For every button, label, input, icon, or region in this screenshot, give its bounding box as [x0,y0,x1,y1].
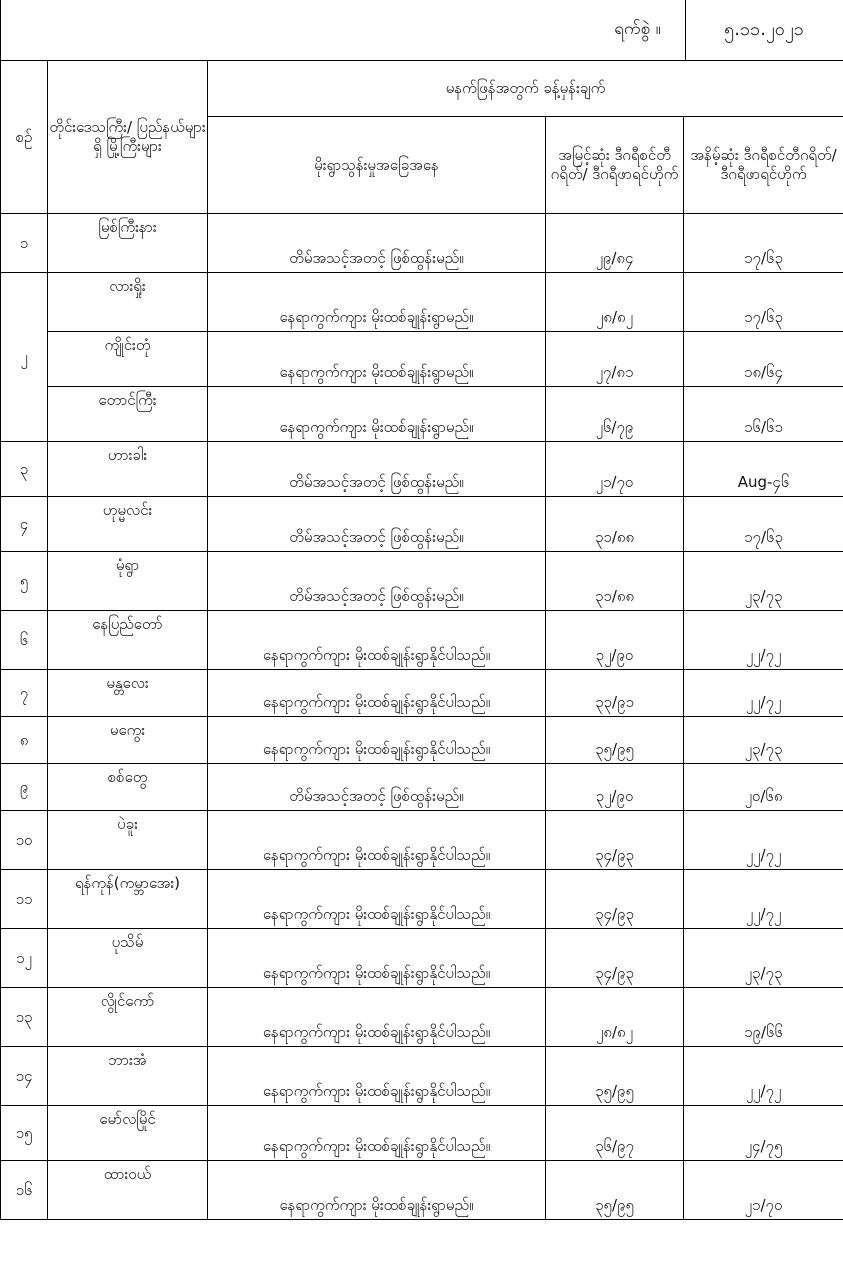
header-row-1 [1,61,843,117]
table-row [1,764,843,811]
forecast-table [0,60,843,1220]
rain-condition: တိမ်အသင့်အတင့် ဖြစ်ထွန်းမည်။ [208,764,546,811]
date-value: ၅.၁၁.၂၀၂၁ [724,18,804,40]
max-temp: ၂၉/၈၄ [546,214,684,273]
table-row [1,214,843,273]
city-name: လားရှိုး [48,273,208,332]
min-temp: ၂၃/၇၃ [684,552,843,611]
min-temp: Aug-၄၆ [684,442,843,497]
table-row [1,1106,843,1161]
rain-condition: နေရာကွက်ကျား မိုးထစ်ချုန်းရွာနိုင်ပါသည်။ [208,670,546,717]
min-temp: ၁၇/၆၃ [684,214,843,273]
min-temp: ၁၇/၆၃ [684,497,843,552]
row-number: ၅ [1,552,48,611]
max-temp: ၃၆/၉၇ [546,1106,684,1161]
city-name: စစ်တွေ [48,764,208,811]
table-row [1,552,843,611]
row-number: ၁၂ [1,929,48,988]
max-temp: ၃၂/၉၀ [546,764,684,811]
city-name: မကွေး [48,717,208,764]
header-no: စဉ် [1,61,48,214]
table-row [1,1161,843,1220]
row-number: ၈ [1,717,48,764]
max-temp: ၃၅/၉၅ [546,717,684,764]
min-temp: ၁၇/၆၃ [684,273,843,332]
city-name: မြစ်ကြီးနား [48,214,208,273]
min-temp: ၂၃/၇၃ [684,929,843,988]
table-row [1,1047,843,1106]
city-name: ကျိုင်းတုံ [48,332,208,387]
table-row [1,870,843,929]
max-temp: ၃၂/၉၀ [546,611,684,670]
row-number: ၁၄ [1,1047,48,1106]
min-temp: ၂၂/၇၂ [684,1047,843,1106]
row-number: ၁၀ [1,811,48,870]
min-temp: ၂၀/၆၈ [684,764,843,811]
row-number: ၉ [1,764,48,811]
city-name: တောင်ကြီး [48,387,208,442]
min-temp: ၁၆/၆၁ [684,387,843,442]
table-row [1,988,843,1047]
city-name: ရန်ကုန်(ကမ္ဘာအေး) [48,870,208,929]
rain-condition: နေရာကွက်ကျား မိုးထစ်ချုန်းရွာမည်။ [208,387,546,442]
min-temp: ၂၂/၇၂ [684,870,843,929]
row-number: ၆ [1,611,48,670]
rain-condition: နေရာကွက်ကျား မိုးထစ်ချုန်းရွာနိုင်ပါသည်။ [208,988,546,1047]
min-temp: ၂၁/၇၀ [684,1161,843,1220]
row-number: ၄ [1,497,48,552]
city-name: ဟားခါး [48,442,208,497]
city-name: ဟုမ္မလင်း [48,497,208,552]
rain-condition: နေရာကွက်ကျား မိုးထစ်ချုန်းရွာနိုင်ပါသည်။ [208,1106,546,1161]
table-row [1,811,843,870]
city-name: နေပြည်တော် [48,611,208,670]
min-temp: ၁၈/၆၄ [684,332,843,387]
max-temp: ၂၈/၈၂ [546,988,684,1047]
rain-condition: နေရာကွက်ကျား မိုးထစ်ချုန်းရွာနိုင်ပါသည်။ [208,717,546,764]
min-temp: ၁၉/၆၆ [684,988,843,1047]
max-temp: ၃၁/၈၈ [546,552,684,611]
table-row [1,273,843,332]
city-name: ပုသိမ် [48,929,208,988]
rain-condition: နေရာကွက်ကျား မိုးထစ်ချုန်းရွာနိုင်ပါသည်။ [208,611,546,670]
row-number: ၃ [1,442,48,497]
city-name: ပဲခူး [48,811,208,870]
row-number: ၁ [1,214,48,273]
min-temp: ၂၂/၇၂ [684,811,843,870]
table-row [1,442,843,497]
min-temp: ၂၃/၇၃ [684,717,843,764]
max-temp: ၂၆/၇၉ [546,387,684,442]
header-city: တိုင်းဒေသကြီး/ ပြည်နယ်များရှိ မြို့ကြီးများ [48,61,208,214]
row-number: ၇ [1,670,48,717]
rain-condition: နေရာကွက်ကျား မိုးထစ်ချုန်းရွာမည်။ [208,273,546,332]
row-number: ၁၁ [1,870,48,929]
rain-condition: တိမ်အသင့်အတင့် ဖြစ်ထွန်းမည်။ [208,497,546,552]
rain-condition: နေရာကွက်ကျား မိုးထစ်ချုန်းရွာနိုင်ပါသည်။ [208,929,546,988]
rain-condition: နေရာကွက်ကျား မိုးထစ်ချုန်းရွာနိုင်ပါသည်။ [208,811,546,870]
max-temp: ၂၇/၈၁ [546,332,684,387]
table-row [1,387,843,442]
max-temp: ၃၄/၉၃ [546,811,684,870]
row-number: ၁၃ [1,988,48,1047]
city-name: မုံရွာ [48,552,208,611]
date-bar [0,0,843,60]
rain-condition: တိမ်အသင့်အတင့် ဖြစ်ထွန်းမည်။ [208,214,546,273]
min-temp: ၂၄/၇၅ [684,1106,843,1161]
header-max-temp: အမြင့်ဆုံး ဒီဂရီစင်တီဂရိတ်/ ဒီဂရီဖာရင်ဟိုက် [546,117,684,214]
header-forecast-group: မနက်ဖြန်အတွက် ခန့်မှန်းချက် [208,61,843,117]
city-name: ထားဝယ် [48,1161,208,1220]
row-number: ၂ [1,273,48,442]
max-temp: ၃၅/၉၅ [546,1161,684,1220]
table-row [1,929,843,988]
max-temp: ၂၁/၇၀ [546,442,684,497]
max-temp: ၃၄/၉၃ [546,929,684,988]
min-temp: ၂၂/၇၂ [684,670,843,717]
date-label: ရက်စွဲ ။ [590,0,686,60]
city-name: မော်လမြိုင် [48,1106,208,1161]
max-temp: ၃၃/၉၁ [546,670,684,717]
rain-condition: နေရာကွက်ကျား မိုးထစ်ချုန်းရွာနိုင်ပါသည်။ [208,1047,546,1106]
frame-left-edge [0,0,1,60]
rain-condition: နေရာကွက်ကျား မိုးထစ်ချုန်းရွာမည်။ [208,332,546,387]
table-row [1,670,843,717]
table-row [1,717,843,764]
row-number: ၁၅ [1,1106,48,1161]
table-row [1,332,843,387]
rain-condition: တိမ်အသင့်အတင့် ဖြစ်ထွန်းမည်။ [208,442,546,497]
city-name: မန္တလေး [48,670,208,717]
max-temp: ၃၄/၉၃ [546,870,684,929]
city-name: ဘားအံ [48,1047,208,1106]
max-temp: ၂၈/၈၂ [546,273,684,332]
header-condition: မိုးရွာသွန်းမှုအခြေအနေ [208,117,546,214]
min-temp: ၂၂/၇၂ [684,611,843,670]
max-temp: ၃၁/၈၈ [546,497,684,552]
rain-condition: နေရာကွက်ကျား မိုးထစ်ချုန်းရွာမည်။ [208,1161,546,1220]
rain-condition: တိမ်အသင့်အတင့် ဖြစ်ထွန်းမည်။ [208,552,546,611]
table-row [1,611,843,670]
city-name: လွိုင်ကော် [48,988,208,1047]
rain-condition: နေရာကွက်ကျား မိုးထစ်ချုန်းရွာနိုင်ပါသည်။ [208,870,546,929]
max-temp: ၃၅/၉၅ [546,1047,684,1106]
header-min-temp: အနိမ့်ဆုံး ဒီဂရီစင်တီဂရိတ်/ ဒီဂရီဖာရင်ဟိုက် [684,117,843,214]
table-row [1,497,843,552]
row-number: ၁၆ [1,1161,48,1220]
